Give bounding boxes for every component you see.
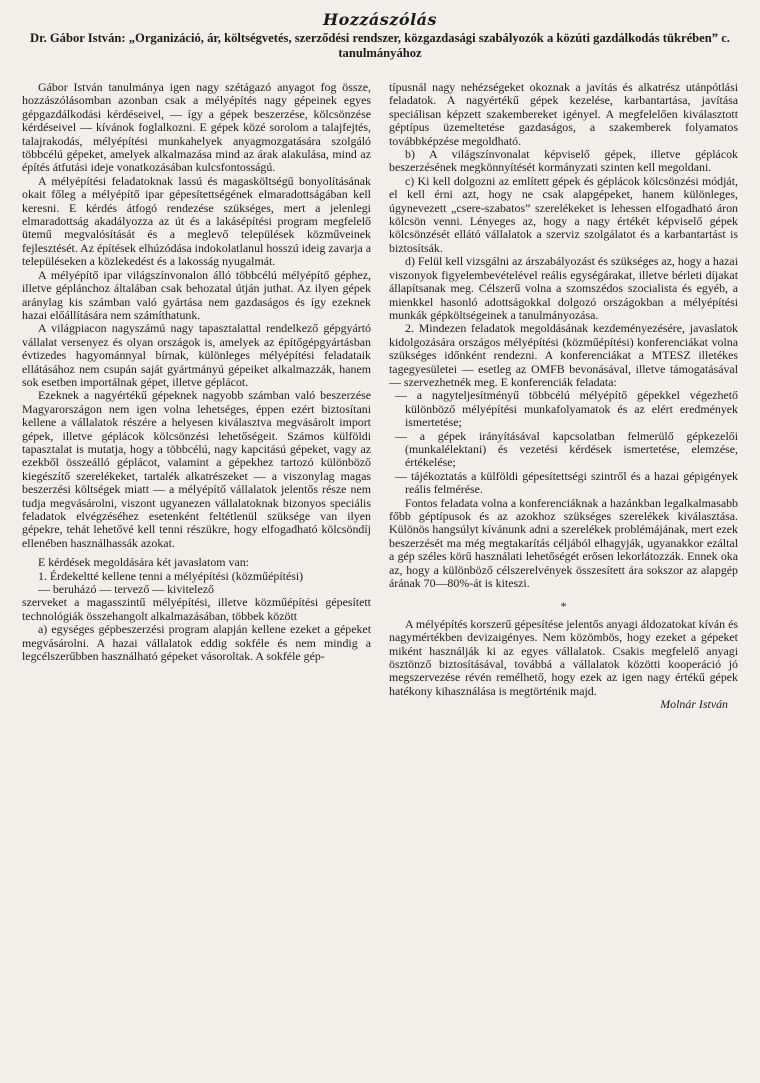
author-signature: Molnár István <box>660 697 728 712</box>
paragraph: Fontos feladata volna a konferenciáknak a hazánkban legalkalmasabb főbb géptípusok és az azokhoz szükséges szerelékek kiválasztása. Különös hangsúlyt kívánunk adni a szerelékek problémájának, mert ezek beszerzését ma még megtakarítás céljából elhagyják, ugyanakkor ezáltal a gép széles körű használati lehetőségét erősen lekorlátozzák. Ennek oka az, hogy a különböző célszerelvények összesített ára sokszor az alapgép árának 70—80%-át is kiteszi. <box>389 495 738 591</box>
list-item: — a gépek irányításával kapcsolatban felmerülő gépkezelői (munkalélektani) és vezetési kérdések ismertetése, elemzése, értékelése; <box>395 428 738 470</box>
paragraph: b) A világszínvonalat képviselő gépek, illetve géplácok beszerzésének megkönnyítését kormányzati szinten kell megoldani. <box>389 147 738 175</box>
article-title: Hozzászólás <box>322 10 438 29</box>
paragraph: típusnál nagy nehézségeket okoznak a javítás és alkatrész utánpótlási feladatok. A nagyértékű gépek kezelése, karbantartása, javítása speciálisan képzett szakembereket igényel. A megfelelően kiválasztott géptípus üzemeltetése gazdaságos, a szakemberek folyamatos továbbképzése megoldható. <box>389 80 738 148</box>
paragraph: A mélyépítési feladatoknak lassú és magasköltségű bonyolításának okait főleg a mélyépítő ipar gépesítettségének elmaradottságában kell keresni. E kérdés átfogó rendezése szükséges, mert a jelenlegi elmaradottság akadályozza az út és a lakásépítési program megfelelő ütemű megvalósítását és a meglevő települések közműveinek fejlesztését. Az építések elhúzódása indokolatlanul hosszú ideig zavarja a településeken a közlekedést és a lakosság nyugalmát. <box>22 173 371 269</box>
paragraph: A világpiacon nagyszámú nagy tapasztalattal rendelkező gépgyártó vállalat versenyez és olyan országok is, amelyek az építőgépgyártásban évtizedes hagyománnyal bírnak, különleges mélyépítési feladataik ellátásához nem csupán saját gyártmányú gépeiket alkalmazzák, hanem sok esetben importálnak gépet, illetve géplácot. <box>22 321 371 389</box>
article-subtitle <box>22 31 738 61</box>
paragraph: Ezeknek a nagyértékű gépeknek nagyobb számban való beszerzése Magyarországon nem igen volna lehetséges, éppen ezért biztosítani kellene a vállalatok részére a helyesen kiválasztva megvásárolt import gépek, illetve géplácok kölcsönzési lehetőségeit. Számos külföldi tapasztalat is mutatja, hogy a többcélú, nagy kapcitású gépeket, vagy az ezekből összeálló géplácot, valamint a gépekhez tartozó különböző kiegészítő szerelékeket, tartalék alkatrészeket — a viszonylag magas beszerzési költségek miatt — a mélyépítő vállalatok jelentős része nem tudja megvásárolni, viszont ugyanezen vállalatoknak bizonyos speciális feladatok elvégzéséhez esetenként feltétlenül szüksége van ilyen gépekre, tehát lehetővé kell tenni részükre, hogy elfogadható kölcsöndíj ellenében használhassák azokat. <box>22 388 371 550</box>
paragraph: c) Ki kell dolgozni az említett gépek és géplácok kölcsönzési módját, el kell érni azt, hogy ne csak alapgépeket, hanem különleges, úgynevezett „csere-szabatos” szerelékeket is lehessen elfogadható áron kölcsön venni. Lényeges az, hogy a nagy értékét képviselő gépek kölcsönzését ellátó vállalatok a szerviz szolgálatot és a karbantartást is biztosítsák. <box>389 173 738 255</box>
paragraph: d) Felül kell vizsgálni az árszabályozást és szükséges az, hogy a hazai viszonyok figyelembevételével reális egységárakat, illetve bérleti díjakat állapítsanak meg. Célszerű volna a szomszédos szocialista és egyéb, a mienkkel hasonló adottságokkal dolgozó országokban a mélyépítési munkák gépköltségeinek a tanulmányozása. <box>389 254 738 322</box>
subtitle-work: „Organizáció, ár, költségvetés, szerződési rendszer, közgazdasági szabályozók a közúti gazdálkodás tükrében” c. tanulmányához <box>128 31 730 60</box>
paragraph: 2. Mindezen feladatok megoldásának kezdeményezésére, javaslatok kidolgozására országos mélyépítési (közműépítési) konferenciákat volna szükséges időnként rendezni. A konferenciákat a MTESZ illetékes tagegyesületei — esetleg az OMFB bevonásával, illetve támogatásával — szervezhetnék meg. E konferenciák feladata: <box>389 321 738 389</box>
paragraph: A mélyépítő ipar világszínvonalon álló többcélú mélyépítő géphez, illetve géplánchoz általában csak behozatal útján juthat. Az ilyen gépek aránylag kis számban való gyártása nem gazdaságos és így ezeknek hazai előállítására nem számíthatunk. <box>22 267 371 322</box>
list-item: — a nagyteljesítményű többcélú mélyépítő gépekkel végezhető különböző mélyépítési munkafolyamatok és az elért eredmények ismertetése; <box>395 388 738 430</box>
text-columns <box>22 81 738 712</box>
list-item: — tájékoztatás a külföldi gépesítettségi szintről és a hazai gépigények reális felmérése. <box>395 468 738 497</box>
right-column <box>389 81 738 712</box>
paragraph: — beruházó — tervező — kivitelező <box>38 582 214 597</box>
paragraph: E kérdések megoldására két javaslatom van: <box>38 555 249 570</box>
left-column <box>22 81 371 712</box>
section-separator: * <box>560 599 567 614</box>
subtitle-author: Dr. Gábor István: <box>30 31 126 45</box>
paragraph: A mélyépítés korszerű gépesítése jelentős anyagi áldozatokat kíván és nagymértékben devizaigényes. Nem közömbös, hogy ezeket a gépeket miként használják ki az egyes vállalatok. Csakis megfelelő anyagi ösztönző biztosításával, továbbá a vállalatok közötti kooperáció jó megszervezése révén remélhető, hogy ezek az igen nagy értékű gépek hatékony kihasználása is megtörténik majd. <box>389 616 738 698</box>
paragraph: a) egységes gépbeszerzési program alapján kellene ezeket a gépeket megvásárolni. A hazai vállalatok eddig sokféle és nem mindig a legcélszerűbben használható gépeket vásoroltak. A sokféle gép- <box>22 622 371 664</box>
paragraph: szerveket a magasszintű mélyépítési, illetve közműépítési gépesített technológiák összehangolt alkalmazásában, többek között <box>22 595 371 623</box>
paragraph: Gábor István tanulmánya igen nagy szétágazó anyagot fog össze, hozzászólásomban azonban csak a mélyépítés nagy gépeinek egyes gépgazdálkodási kérdéseivel, — így a gépek beszerzése, kölcsönzése kérdéseivel — kívánok foglalkozni. E gépek közé sorolom a talajfejtés, talajrakodás, mélyépítési munkahelyek anyagmozgatására szolgáló többcélú gépeket, amelyek alkalmazása mind az árak alakulása, mind az építés átfutási ideje vonatkozásában kulcsfontosságú. <box>22 80 371 175</box>
paragraph: 1. Érdekeltté kellene tenni a mélyépítési (közműépítési) <box>38 568 304 583</box>
